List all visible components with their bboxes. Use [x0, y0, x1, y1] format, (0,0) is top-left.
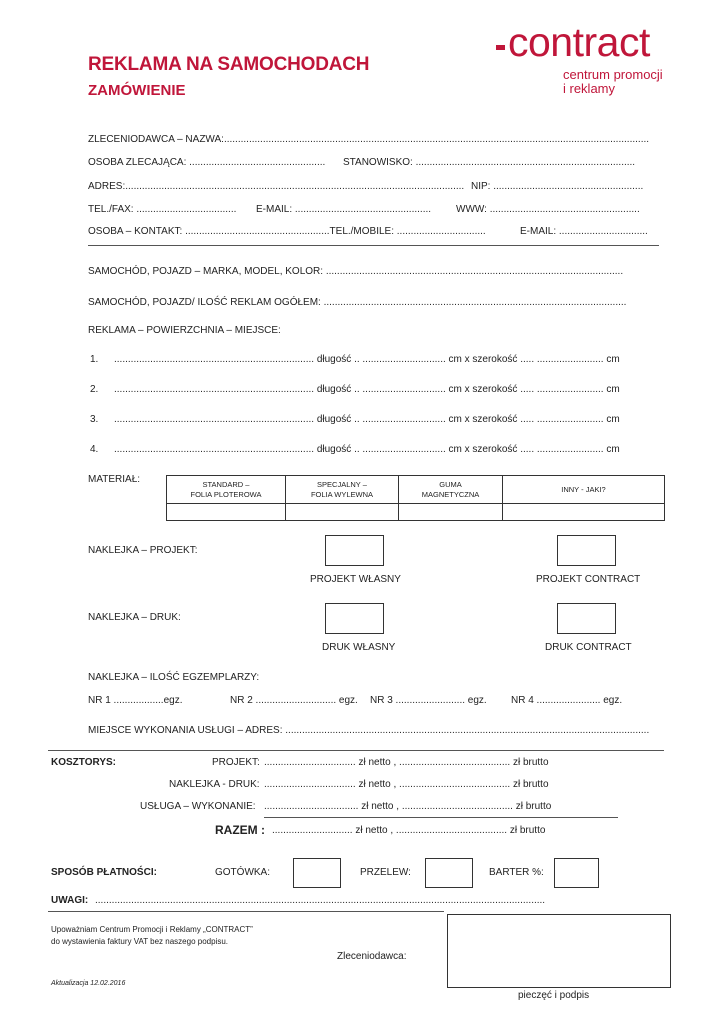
- address-field[interactable]: ADRES:..........................................................................................................................: [88, 181, 465, 192]
- material-special-line2: FOLIA WYLEWNA: [310, 489, 374, 499]
- material-label: MATERIAŁ:: [88, 474, 141, 485]
- section-divider: [88, 245, 659, 246]
- dimension-number: 1.: [90, 354, 99, 365]
- material-special-cell[interactable]: [286, 504, 399, 521]
- position-field[interactable]: STANOWISKO: ...............................................................................: [343, 157, 636, 168]
- project-own-checkbox[interactable]: [325, 535, 384, 566]
- authorization-line1: Upoważniam Centrum Promocji i Reklamy „CONTRACT”: [51, 925, 253, 934]
- logo-dot: [496, 45, 505, 50]
- project-contract-checkbox[interactable]: [557, 535, 616, 566]
- cost-row-label: PROJEKT:: [212, 757, 260, 768]
- material-magnetic-header: [399, 476, 503, 504]
- project-contract-label: PROJEKT CONTRACT: [536, 574, 641, 585]
- material-standard-line1: STANDARD –: [202, 480, 250, 490]
- payment-cash-checkbox[interactable]: [293, 858, 341, 888]
- section-divider: [48, 750, 664, 751]
- client-name-field[interactable]: ZLECENIODAWCA – NAZWA:.........................................................................................................................................................: [88, 134, 650, 145]
- contact-person-field[interactable]: OSOBA – KONTAKT: ....................................................TEL./MOBILE: ................................: [88, 226, 486, 237]
- stamp-signature-label: pieczęć i podpis: [518, 990, 590, 1001]
- project-own-label: PROJEKT WŁASNY: [310, 574, 401, 585]
- payment-barter-label: BARTER %:: [489, 867, 544, 878]
- qty-nr4-field[interactable]: NR 4 ....................... egz.: [511, 695, 623, 706]
- qty-nr2-field[interactable]: NR 2 ............................. egz.: [230, 695, 358, 706]
- material-special-line1: SPECJALNY –: [317, 480, 367, 490]
- dimension-row[interactable]: ........................................................................ długość .. .............................. cm x szerokość ..... ........................ cm: [114, 414, 620, 425]
- nip-field[interactable]: NIP: ......................................................: [471, 181, 644, 192]
- section-divider: [48, 911, 444, 912]
- payment-transfer-label: PRZELEW:: [360, 867, 411, 878]
- update-date: Aktualizacja 12.02.2016: [51, 980, 126, 987]
- print-contract-checkbox[interactable]: [557, 603, 616, 634]
- logo-wordmark: contract: [508, 19, 650, 65]
- material-standard-line2: FOLIA PLOTEROWA: [190, 489, 262, 499]
- print-own-label: DRUK WŁASNY: [322, 642, 396, 653]
- material-magnetic-cell[interactable]: [399, 504, 503, 521]
- material-standard-header: [167, 476, 286, 504]
- authorization-line2: do wystawienia faktury VAT bez naszego podpisu.: [51, 937, 228, 946]
- total-field[interactable]: ............................. zł netto , ........................................ zł brutto: [272, 825, 546, 836]
- cost-project-field[interactable]: ................................. zł netto , ........................................ zł brutto: [264, 757, 549, 768]
- material-other-header: INNY - JAKI?: [503, 476, 665, 504]
- material-standard-cell[interactable]: [167, 504, 286, 521]
- notes-label: UWAGI:: [51, 895, 89, 906]
- email-field[interactable]: E-MAIL: .................................................: [256, 204, 432, 215]
- print-contract-label: DRUK CONTRACT: [545, 642, 632, 653]
- ad-area-label: REKLAMA – POWIERZCHNIA – MIEJSCE:: [88, 325, 281, 336]
- www-field[interactable]: WWW: ......................................................: [456, 204, 640, 215]
- cost-row-label: NAKLEJKA - DRUK:: [169, 779, 260, 790]
- cost-row-label: USŁUGA – WYKONANIE:: [140, 801, 256, 812]
- costs-label: KOSZTORYS:: [51, 757, 117, 768]
- qty-nr3-field[interactable]: NR 3 ......................... egz.: [370, 695, 487, 706]
- dimension-number: 4.: [90, 444, 99, 455]
- client-signature-label: Zleceniodawca:: [337, 951, 407, 962]
- sticker-qty-label: NAKLEJKA – ILOŚĆ EGZEMPLARZY:: [88, 672, 260, 683]
- vehicle-ads-count-field[interactable]: SAMOCHÓD, POJAZD/ ILOŚĆ REKLAM OGÓŁEM: .............................................................................................................: [88, 297, 627, 308]
- material-other-cell[interactable]: [503, 504, 665, 521]
- cost-print-field[interactable]: ................................. zł netto , ........................................ zł brutto: [264, 779, 549, 790]
- dimension-number: 3.: [90, 414, 99, 425]
- material-table: [166, 475, 665, 521]
- logo-tagline-1: centrum promocji: [563, 67, 663, 82]
- contact-email-field[interactable]: E-MAIL: ................................: [520, 226, 648, 237]
- payment-cash-label: GOTÓWKA:: [215, 867, 270, 878]
- dimension-number: 2.: [90, 384, 99, 395]
- material-special-header: [286, 476, 399, 504]
- dimension-row[interactable]: ........................................................................ długość .. .............................. cm x szerokość ..... ........................ cm: [114, 384, 620, 395]
- total-label: RAZEM :: [215, 823, 265, 837]
- page-title: REKLAMA NA SAMOCHODACH: [88, 54, 370, 75]
- material-magnetic-line1: GUMA: [439, 480, 462, 490]
- notes-field[interactable]: ..................................................................................................................................................................: [95, 895, 546, 906]
- payment-label: SPOSÓB PŁATNOŚCI:: [51, 867, 157, 878]
- service-address-field[interactable]: MIEJSCE WYKONANIA USŁUGI – ADRES: ...................................................................................................................................: [88, 725, 650, 736]
- logo-tagline-2: i reklamy: [563, 81, 616, 96]
- tel-fax-field[interactable]: TEL./FAX: ....................................: [88, 204, 237, 215]
- total-divider: [264, 817, 618, 818]
- dimension-row[interactable]: ........................................................................ długość .. .............................. cm x szerokość ..... ........................ cm: [114, 444, 620, 455]
- ordering-person-field[interactable]: OSOBA ZLECAJĄCA: .................................................: [88, 157, 326, 168]
- sticker-project-label: NAKLEJKA – PROJEKT:: [88, 545, 198, 556]
- vehicle-brand-field[interactable]: SAMOCHÓD, POJAZD – MARKA, MODEL, KOLOR: ...........................................................................................................: [88, 266, 624, 277]
- payment-transfer-checkbox[interactable]: [425, 858, 473, 888]
- payment-barter-checkbox[interactable]: [554, 858, 599, 888]
- material-magnetic-line2: MAGNETYCZNA: [421, 489, 480, 499]
- dimension-row[interactable]: ........................................................................ długość .. .............................. cm x szerokość ..... ........................ cm: [114, 354, 620, 365]
- page-subtitle: ZAMÓWIENIE: [88, 82, 186, 99]
- signature-box[interactable]: [447, 914, 671, 988]
- cost-service-field[interactable]: .................................. zł netto , ........................................ zł brutto: [264, 801, 552, 812]
- sticker-print-label: NAKLEJKA – DRUK:: [88, 612, 181, 623]
- qty-nr1-field[interactable]: NR 1 ..................egz.: [88, 695, 183, 706]
- print-own-checkbox[interactable]: [325, 603, 384, 634]
